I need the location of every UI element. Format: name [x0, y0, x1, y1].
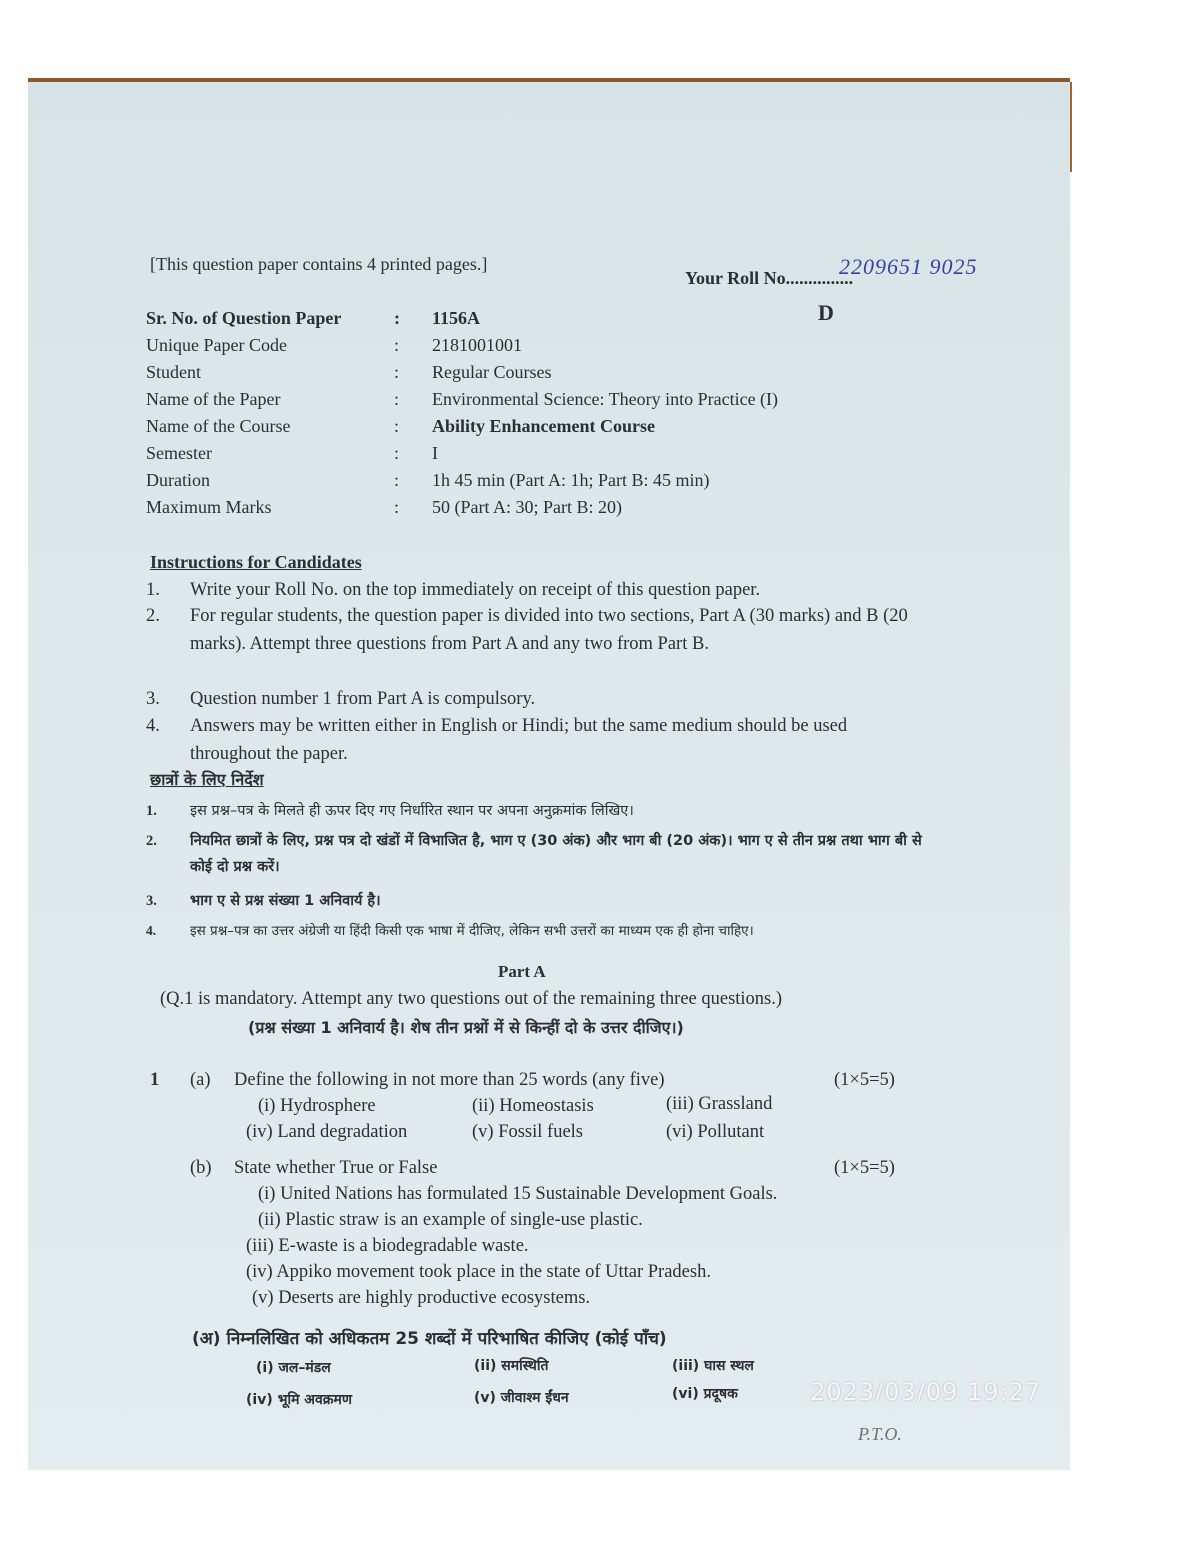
- question-text: State whether True or False: [234, 1158, 438, 1178]
- instruction-text: Write your Roll No. on the top immediately on receipt of this question paper.: [190, 580, 761, 600]
- part-a-note-hindi: (प्रश्न संख्या 1 अनिवार्य है। शेष तीन प्रश्नों में से किन्हीं दो के उत्तर दीजिए।): [248, 1018, 684, 1037]
- question-text: Define the following in not more than 25 words (any five): [234, 1070, 665, 1090]
- sub-question-label: (b): [190, 1158, 212, 1178]
- detail-key: Name of the Paper: [146, 389, 281, 409]
- paper-details-table: [146, 308, 778, 524]
- roll-number-label: Your Roll No...............: [685, 268, 854, 288]
- instruction-text: Answers may be written either in English or Hindi; but the same medium should be used throughout the paper.: [190, 716, 848, 764]
- detail-key: Name of the Course: [146, 416, 291, 436]
- detail-value: Environmental Science: Theory into Practice (I): [432, 389, 779, 409]
- detail-row: [146, 335, 778, 362]
- page-count-note: [This question paper contains 4 printed pages.]: [150, 254, 488, 274]
- detail-value: 1156A: [432, 308, 481, 328]
- detail-value: 50 (Part A: 30; Part B: 20): [432, 497, 622, 517]
- term: (i) Hydrosphere: [258, 1096, 376, 1116]
- detail-value: 1h 45 min (Part A: 1h; Part B: 45 min): [432, 470, 710, 490]
- detail-sep: :: [394, 335, 400, 355]
- paper-set-letter: D: [818, 300, 834, 325]
- hindi-instruction-item: [146, 828, 930, 880]
- detail-sep: :: [394, 389, 400, 409]
- statement: (i) United Nations has formulated 15 Sustainable Development Goals.: [258, 1184, 778, 1204]
- instruction-number: 1.: [146, 580, 160, 600]
- part-a-note: (Q.1 is mandatory. Attempt any two questions out of the remaining three questions.): [160, 989, 783, 1009]
- hindi-term: (i) जल–मंडल: [256, 1360, 331, 1376]
- instruction-text: इस प्रश्न–पत्र का उत्तर अंग्रेजी या हिंदी किसी एक भाषा में दीजिए, लेकिन सभी उत्तरों का माध्यम एक ही होना चाहिए।: [190, 923, 754, 939]
- detail-sep: :: [394, 497, 400, 517]
- detail-row: [146, 389, 778, 416]
- page-turn-over: P.T.O.: [858, 1424, 902, 1444]
- term: (iii) Grassland: [666, 1094, 773, 1114]
- instruction-number: 4.: [146, 923, 157, 938]
- marks: (1×5=5): [834, 1158, 895, 1178]
- hindi-question-text: (अ) निम्नलिखित को अधिकतम 25 शब्दों में परिभाषित कीजिए (कोई पाँच): [192, 1329, 667, 1349]
- paper-sheet: [28, 82, 1070, 1470]
- detail-key: Duration: [146, 470, 210, 490]
- instruction-item: [146, 576, 910, 604]
- hindi-term: (iii) घास स्थल: [672, 1358, 754, 1374]
- detail-key: Unique Paper Code: [146, 335, 287, 355]
- detail-key: Student: [146, 362, 202, 382]
- term: (vi) Pollutant: [666, 1122, 765, 1142]
- roll-number-handwritten: 2209651 9025: [839, 254, 978, 279]
- marks: (1×5=5): [834, 1070, 895, 1090]
- detail-sep: :: [394, 308, 400, 328]
- instruction-text: For regular students, the question paper is divided into two sections, Part A (30 marks) and B (20 marks). Attempt three questions from Part A and any two from Part B.: [190, 606, 908, 654]
- hindi-instruction-item: [146, 888, 930, 914]
- hindi-instruction-item: [146, 918, 930, 944]
- photo-timestamp: 2023/03/09 19:27: [810, 1378, 1042, 1406]
- detail-sep: :: [394, 416, 400, 436]
- part-a-heading: Part A: [498, 962, 546, 981]
- detail-sep: :: [394, 470, 400, 490]
- instruction-text: नियमित छात्रों के लिए, प्रश्न पत्र दो खंडों में विभाजित है, भाग ए (30 अंक) और भाग बी (20 अंक)। भाग ए से तीन प्रश्न तथा भाग बी से कोई दो प्रश्न करें।: [190, 833, 922, 875]
- detail-value: 2181001001: [432, 335, 522, 355]
- detail-key: Sr. No. of Question Paper: [146, 308, 342, 328]
- detail-key: Maximum Marks: [146, 497, 272, 517]
- term: (v) Fossil fuels: [472, 1122, 583, 1142]
- detail-key: Semester: [146, 443, 212, 463]
- instruction-number: 3.: [146, 689, 160, 709]
- instruction-text: Question number 1 from Part A is compulsory.: [190, 689, 536, 709]
- detail-value: Regular Courses: [432, 362, 552, 382]
- instruction-number: 3.: [146, 893, 157, 909]
- term: (iv) Land degradation: [246, 1122, 408, 1142]
- statement: (iv) Appiko movement took place in the state of Uttar Pradesh.: [246, 1262, 711, 1282]
- instruction-number: 1.: [146, 803, 157, 819]
- detail-row: [146, 470, 778, 497]
- detail-row: [146, 308, 778, 335]
- hindi-term: (iv) भूमि अवक्रमण: [246, 1392, 353, 1408]
- statement: (ii) Plastic straw is an example of single-use plastic.: [258, 1210, 643, 1230]
- hindi-term: (ii) समस्थिति: [474, 1358, 549, 1374]
- hindi-term: (v) जीवाश्म ईंधन: [474, 1390, 569, 1406]
- instructions-title: Instructions for Candidates: [150, 552, 362, 572]
- instruction-number: 2.: [146, 833, 157, 849]
- instruction-number: 4.: [146, 716, 160, 736]
- term: (ii) Homeostasis: [472, 1096, 594, 1116]
- instruction-text: भाग ए से प्रश्न संख्या 1 अनिवार्य है।: [190, 893, 381, 909]
- statement: (iii) E-waste is a biodegradable waste.: [246, 1236, 529, 1256]
- instruction-number: 2.: [146, 606, 160, 626]
- sub-question-label: (a): [190, 1070, 211, 1090]
- hindi-instructions-title: छात्रों के लिए निर्देश: [150, 770, 264, 789]
- detail-sep: :: [394, 362, 400, 382]
- hindi-term: (vi) प्रदूषक: [672, 1386, 738, 1402]
- instruction-item: [146, 685, 910, 713]
- detail-row: [146, 497, 778, 524]
- statement: (v) Deserts are highly productive ecosystems.: [252, 1288, 591, 1308]
- detail-value: I: [432, 443, 438, 463]
- detail-row: [146, 362, 778, 389]
- instruction-item: [146, 602, 910, 658]
- detail-value: Ability Enhancement Course: [432, 416, 656, 436]
- detail-row: [146, 416, 778, 443]
- hindi-instruction-item: [146, 798, 930, 824]
- instruction-item: [146, 712, 910, 768]
- detail-sep: :: [394, 443, 400, 463]
- instruction-text: इस प्रश्न–पत्र के मिलते ही ऊपर दिए गए निर्धारित स्थान पर अपना अनुक्रमांक लिखिए।: [190, 803, 634, 819]
- detail-row: [146, 443, 778, 470]
- question-number: 1: [150, 1070, 160, 1090]
